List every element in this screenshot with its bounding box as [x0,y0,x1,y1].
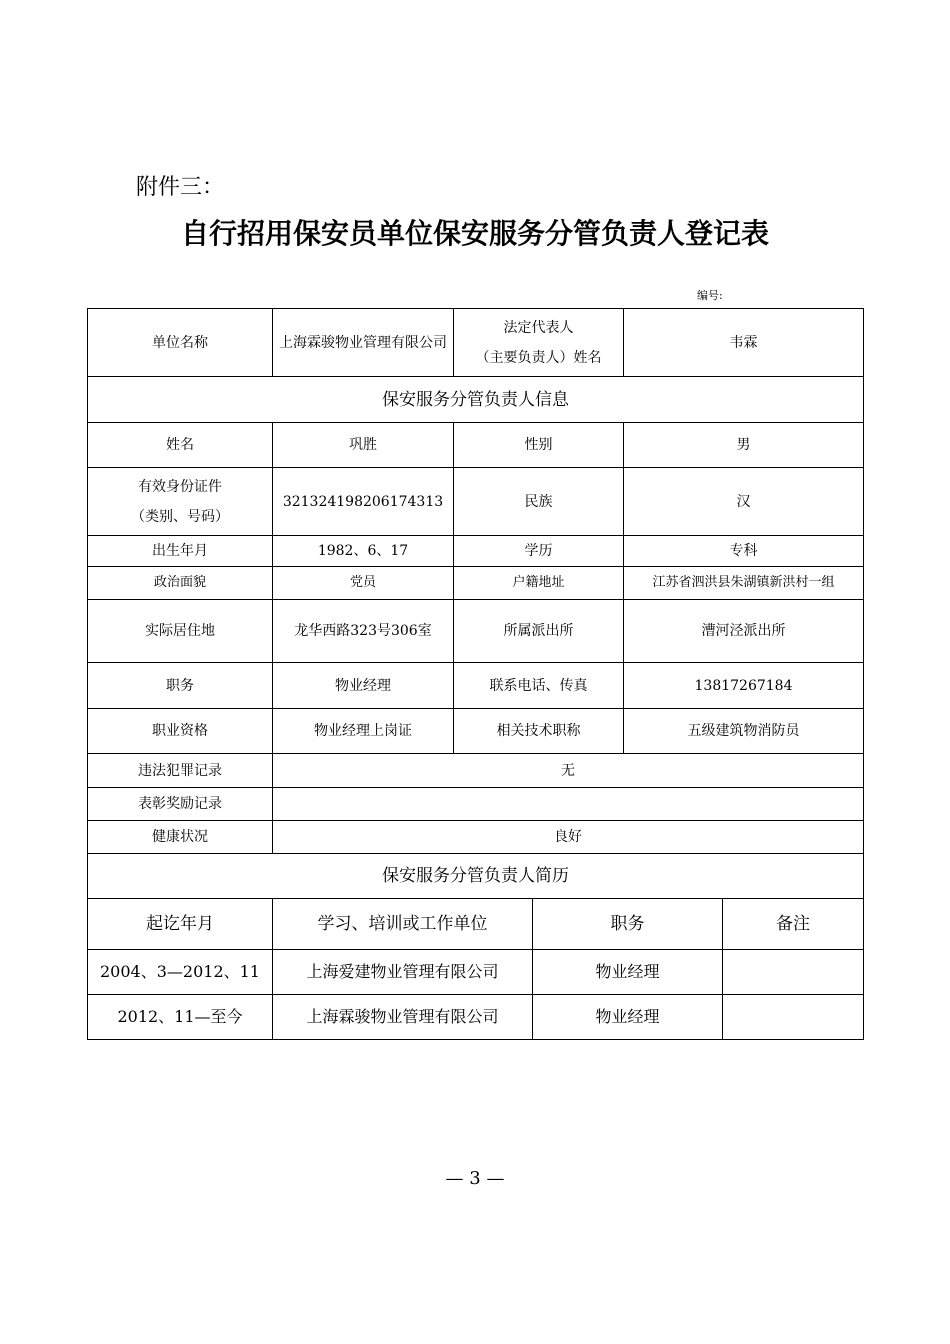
education-value: 专科 [624,536,864,567]
legal-rep-label-line1: 法定代表人 [503,319,574,336]
gender-label: 性别 [454,423,624,468]
position-value: 物业经理 [273,663,454,709]
resume-header-period: 起讫年月 [88,899,273,949]
hukou-label: 户籍地址 [454,567,624,600]
id-label-line1: 有效身份证件 [138,478,222,495]
legal-rep-value: 韦霖 [624,309,864,377]
tech-title-value: 五级建筑物消防员 [624,709,864,754]
political-value: 党员 [273,567,454,600]
health-label: 健康状况 [88,821,273,854]
phone-value: 13817267184 [624,663,864,709]
id-label [88,468,273,536]
name-row [88,423,864,468]
resume-header-position: 职务 [533,899,723,949]
resume-position: 物业经理 [533,994,723,1039]
legal-rep-label-line2: （主要负责人）姓名 [475,349,602,366]
qualification-label: 职业资格 [88,709,273,754]
political-label: 政治面貌 [88,567,273,600]
resume-period: 2012、11—至今 [88,994,273,1039]
award-record-label: 表彰奖励记录 [88,788,273,821]
info-section-title: 保安服务分管负责人信息 [88,377,864,423]
position-row [88,663,864,709]
resume-header-row [88,899,864,949]
resume-note [723,949,864,994]
registration-table [87,308,864,899]
resume-section-header [88,854,864,899]
resume-header-unit: 学习、培训或工作单位 [273,899,533,949]
ethnicity-label: 民族 [454,468,624,536]
position-label: 职务 [88,663,273,709]
resume-table [87,899,864,1040]
info-section-header [88,377,864,423]
health-row [88,821,864,854]
criminal-record-row [88,754,864,788]
police-station-label: 所属派出所 [454,600,624,663]
education-label: 学历 [454,536,624,567]
resume-position: 物业经理 [533,949,723,994]
document-title: 自行招用保安员单位保安服务分管负责人登记表 [180,217,769,250]
birth-row [88,536,864,567]
unit-row [88,309,864,377]
id-value: 321324198206174313 [273,468,454,536]
resume-unit: 上海爱建物业管理有限公司 [273,949,533,994]
police-station-value: 漕河泾派出所 [624,600,864,663]
residence-value: 龙华西路323号306室 [273,600,454,663]
birth-label: 出生年月 [88,536,273,567]
legal-rep-label [454,309,624,377]
person-name-value: 巩胜 [273,423,454,468]
resume-note [723,994,864,1039]
criminal-record-value: 无 [273,754,864,788]
tech-title-label: 相关技术职称 [454,709,624,754]
criminal-record-label: 违法犯罪记录 [88,754,273,788]
attachment-label: 附件三： [136,175,225,200]
birth-value: 1982、6、17 [273,536,454,567]
unit-name-label: 单位名称 [88,309,273,377]
qualification-value: 物业经理上岗证 [273,709,454,754]
residence-row [88,600,864,663]
health-value: 良好 [273,821,864,854]
resume-section-title: 保安服务分管负责人简历 [88,854,864,899]
award-record-row [88,788,864,821]
award-record-value [273,788,864,821]
gender-value: 男 [624,423,864,468]
resume-row [88,994,864,1039]
page-number: — 3 — [445,1168,505,1189]
residence-label: 实际居住地 [88,600,273,663]
id-row [88,468,864,536]
resume-period: 2004、3—2012、11 [88,949,273,994]
qualification-row [88,709,864,754]
unit-name-value: 上海霖骏物业管理有限公司 [273,309,454,377]
resume-unit: 上海霖骏物业管理有限公司 [273,994,533,1039]
hukou-value: 江苏省泗洪县朱湖镇新洪村一组 [624,567,864,600]
ethnicity-value: 汉 [624,468,864,536]
person-name-label: 姓名 [88,423,273,468]
political-row [88,567,864,600]
resume-header-note: 备注 [723,899,864,949]
serial-number-label: 编号: [697,289,723,302]
phone-label: 联系电话、传真 [454,663,624,709]
resume-row [88,949,864,994]
id-label-line2: （类别、号码） [131,508,229,525]
